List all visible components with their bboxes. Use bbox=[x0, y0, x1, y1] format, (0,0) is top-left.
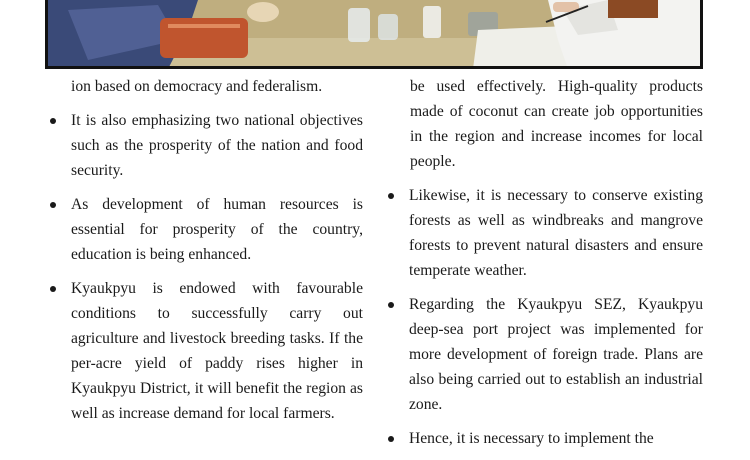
bullet-icon bbox=[50, 118, 56, 124]
bullet-item bbox=[45, 276, 363, 426]
left-column bbox=[45, 74, 363, 435]
bullet-icon bbox=[388, 193, 394, 199]
bullet-item bbox=[383, 292, 703, 417]
bullet-icon bbox=[50, 286, 56, 292]
bullet-item bbox=[383, 426, 703, 451]
bullet-text: Likewise, it is necessary to conserve existing forests as well as windbreaks and mangrove forests to prevent natural disasters and ensure temperate weather. bbox=[409, 187, 703, 279]
right-column bbox=[383, 74, 703, 460]
left-intro-text: ion based on democracy and federalism. bbox=[71, 78, 323, 95]
bullet-text: As development of human resources is essential for prosperity of the country, education is being enhanced. bbox=[71, 196, 363, 263]
bullet-item bbox=[383, 183, 703, 283]
bullet-text: Hence, it is necessary to implement the bbox=[409, 430, 654, 447]
bullet-text: Regarding the Kyaukpyu SEZ, Kyaukpyu deep-sea port project was implemented for more development of foreign trade. Plans are also being carried out to establish an industrial zone. bbox=[409, 296, 703, 413]
bullet-icon bbox=[388, 436, 394, 442]
meeting-photo bbox=[45, 0, 703, 69]
bullet-text: Kyaukpyu is endowed with favourable conditions to successfully carry out agriculture and livestock breeding tasks. If the per-acre yield of paddy rises higher in Kyaukpyu District, it will benefit the region as well as increase demand for local farmers. bbox=[71, 280, 363, 422]
bullet-icon bbox=[50, 202, 56, 208]
right-intro-text: be used effectively. High-quality products made of coconut can create job opportunities in the region and increase incomes for local people. bbox=[410, 78, 703, 170]
bullet-icon bbox=[388, 302, 394, 308]
meeting-photo-illustration bbox=[48, 0, 700, 69]
bullet-item bbox=[45, 108, 363, 183]
bullet-text: It is also emphasizing two national objectives such as the prosperity of the nation and food security. bbox=[71, 112, 363, 179]
bullet-item bbox=[45, 192, 363, 267]
